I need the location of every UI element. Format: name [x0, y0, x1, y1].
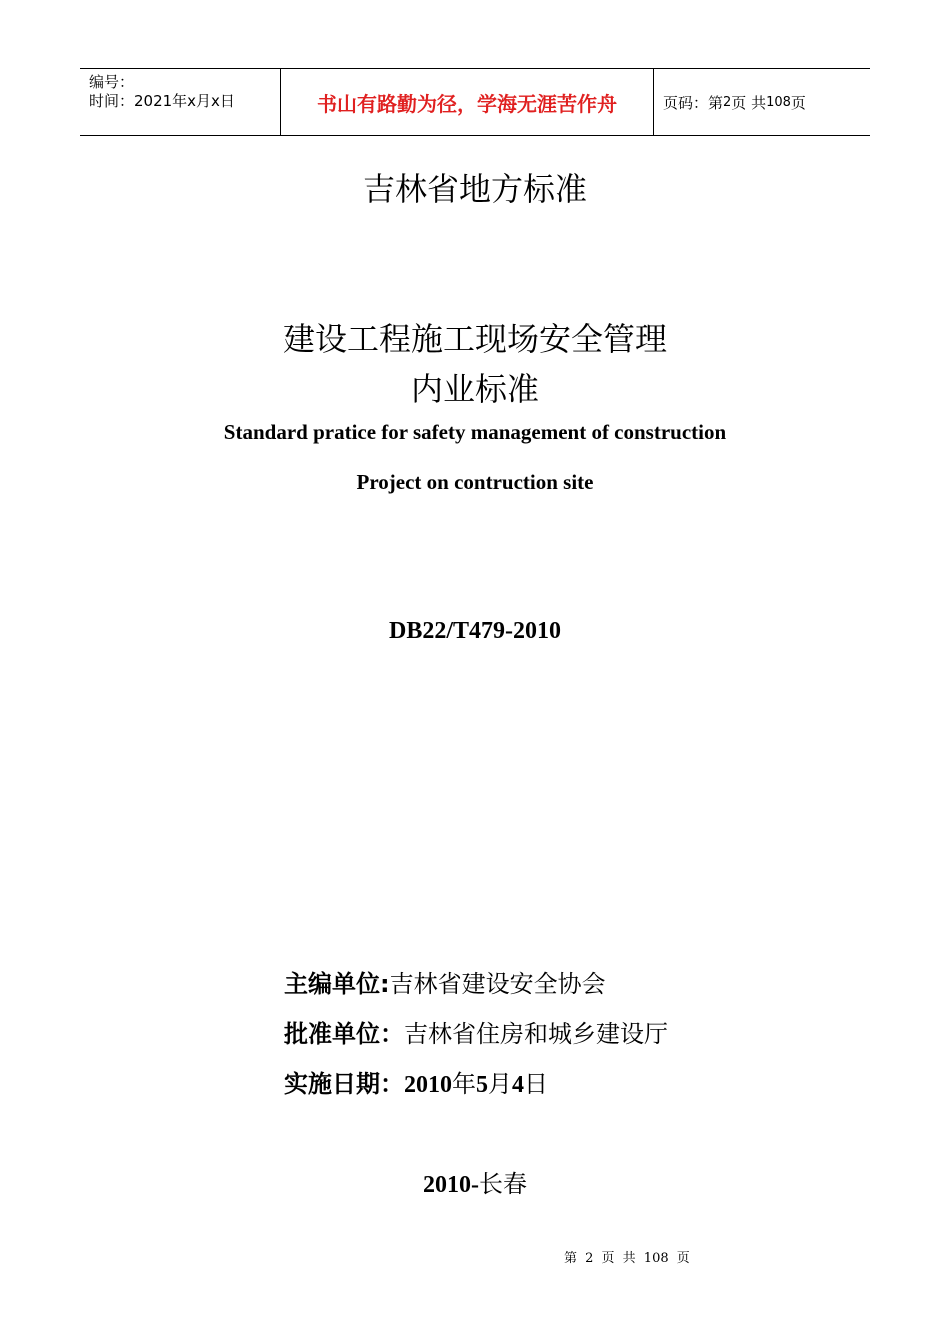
approver-unit-value: 吉林省住房和城乡建设厅	[404, 1020, 668, 1048]
header-motto: 书山有路勤为径，学海无涯苦作舟	[281, 69, 654, 135]
document-title-line1: 建设工程施工现场安全管理	[282, 320, 667, 358]
effective-date-month: 5	[476, 1072, 488, 1098]
editor-unit-value: 吉林省建设安全协会	[389, 970, 606, 998]
header-page-current: 2	[723, 94, 732, 110]
effective-date-day-unit: 日	[524, 1070, 548, 1098]
document-title-line2: 内业标准	[410, 370, 539, 408]
standard-type-heading: 吉林省地方标准	[362, 170, 587, 208]
standard-code: DB22/T479-2010	[388, 618, 561, 644]
english-title-line1: Standard pratice for safety management of construction	[223, 420, 727, 444]
place-year-line	[0, 1164, 950, 1199]
editor-unit-label: 主编单位:	[284, 970, 390, 998]
effective-date-year-unit: 年	[452, 1070, 476, 1098]
header-meta-cell	[80, 69, 281, 135]
document-time-label: 时间：2021年x月x日	[89, 92, 235, 110]
effective-date-label: 实施日期：	[284, 1070, 404, 1098]
effective-date-line	[284, 1064, 548, 1099]
approver-unit-line	[284, 1014, 668, 1049]
effective-date-year: 2010	[404, 1072, 452, 1098]
header-table	[80, 68, 870, 136]
place-year: 2010-	[423, 1172, 479, 1198]
page-footer: 第 2 页 共 108 页	[564, 1251, 690, 1266]
header-page-prefix: 页码：第	[663, 93, 724, 112]
editor-unit-line	[284, 964, 606, 999]
effective-date-month-unit: 月	[488, 1070, 512, 1098]
place-city: 长春	[479, 1170, 527, 1198]
effective-date-day: 4	[512, 1072, 524, 1098]
header-page-info	[654, 69, 870, 135]
header-page-mid: 页 共	[731, 93, 767, 112]
header-page-suffix: 页	[790, 93, 806, 112]
approver-unit-label: 批准单位：	[284, 1020, 404, 1048]
english-title-line2: Project on contruction site	[356, 470, 594, 494]
document-number-label: 编号：	[89, 73, 135, 91]
header-page-total: 108	[766, 94, 791, 110]
